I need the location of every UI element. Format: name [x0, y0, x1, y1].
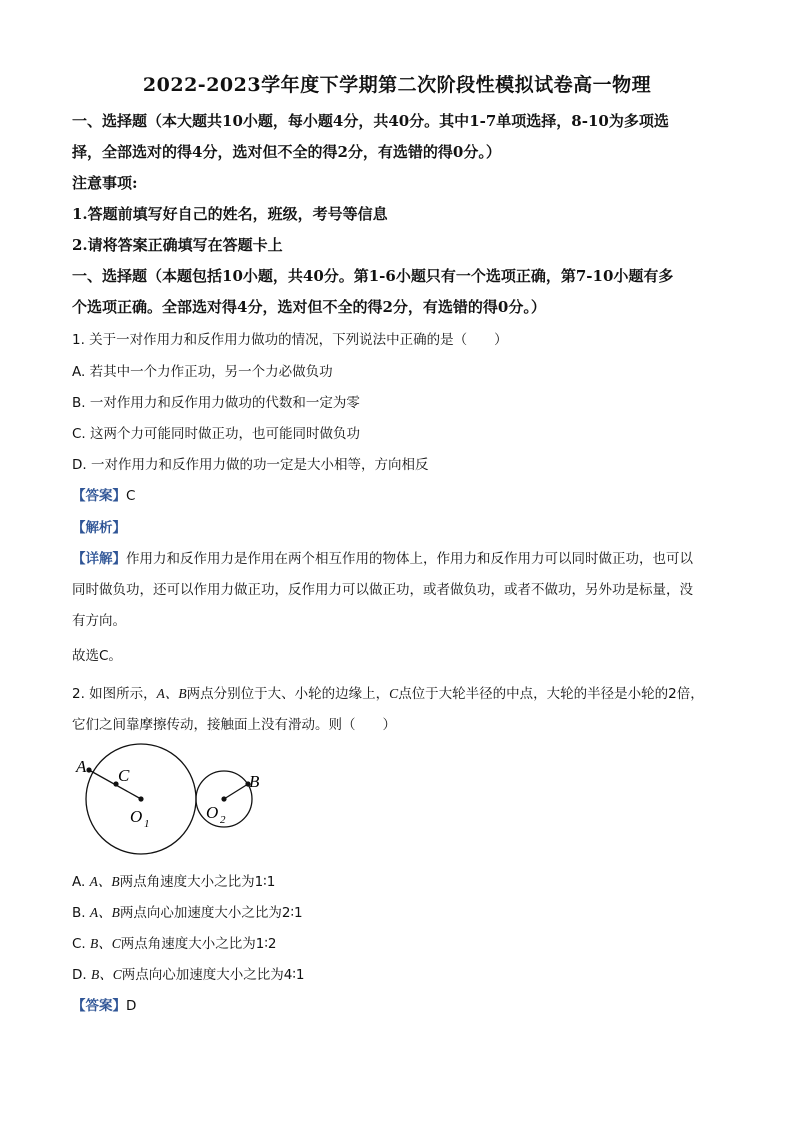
q1-detail-line1 — [72, 547, 732, 567]
answer-tag: 【答案】 — [72, 488, 126, 504]
point-o2-dot — [221, 796, 226, 801]
q2-option-d: D. B、C两点向心加速度大小之比为4∶1 — [72, 967, 305, 983]
q1-detail-line2: 同时做负功，还可以作用力做正功，反作用力可以做正功，或者做负功，或者不做功，另外功是标量，没 — [72, 582, 693, 598]
answer-tag: 【答案】 — [72, 998, 126, 1014]
q1-analysis — [72, 516, 732, 536]
point-a-dot — [86, 767, 91, 772]
q2-answer-value: D — [126, 998, 137, 1014]
detail-tag: 【详解】 — [72, 551, 126, 567]
q1-answer-value: C — [126, 488, 136, 504]
point-o1-dot — [138, 796, 143, 801]
pulley-diagram — [70, 742, 290, 862]
q2-stem-mid: 两点分别位于大、小轮的边缘上， — [186, 686, 390, 702]
q2-stem-suffix: 点位于大轮半径的中点，大轮的半径是小轮的2倍， — [398, 686, 704, 702]
label-c: C — [118, 766, 130, 785]
q1-detail-line3: 有方向。 — [72, 613, 126, 629]
section1-line2: 择，全部选对的得4分，选对但不全的得2分，有选错的得0分。） — [72, 143, 501, 161]
q1-option-d: D. 一对作用力和反作用力做的功一定是大小相等，方向相反 — [72, 457, 429, 473]
q2-stem-line1 — [72, 682, 732, 702]
page-title: 2022-2023学年度下学期第二次阶段性模拟试卷高一物理 — [142, 74, 652, 96]
q2-answer — [72, 994, 732, 1014]
q1-option-a: A. 若其中一个力作正功，另一个力必做负功 — [72, 364, 333, 380]
section2-line1: 一、选择题（本题包括10小题，共40分。第1-6小题只有一个选项正确，第7-10小题有多 — [72, 267, 674, 285]
notice-item-1: 1.答题前填写好自己的姓名，班级，考号等信息 — [72, 205, 388, 223]
label-o2-subscript: 2 — [220, 814, 226, 826]
q2-option-b: B. A、B两点向心加速度大小之比为2∶1 — [72, 905, 303, 921]
q1-stem: 1. 关于一对作用力和反作用力做功的情况，下列说法中正确的是（ ） — [72, 332, 508, 348]
notice-item-2: 2.请将答案正确填写在答题卡上 — [72, 236, 283, 254]
q2-stem-points-ab: A、B — [156, 686, 187, 701]
q1-answer — [72, 484, 732, 504]
label-o2: O — [206, 803, 219, 822]
notice-header: 注意事项: — [72, 174, 138, 192]
small-wheel-radius — [224, 784, 248, 799]
q1-option-c: C. 这两个力可能同时做正功，也可能同时做负功 — [72, 426, 361, 442]
label-b: B — [249, 772, 260, 791]
q2-option-c: C. B、C两点角速度大小之比为1∶2 — [72, 936, 277, 952]
q1-option-b: B. 一对作用力和反作用力做功的代数和一定为零 — [72, 395, 360, 411]
q2-option-a: A. A、B两点角速度大小之比为1∶1 — [72, 874, 276, 890]
analysis-tag: 【解析】 — [72, 520, 126, 536]
section2-line2: 个选项正确。全部选对得4分，选对但不全的得2分，有选错的得0分。） — [72, 298, 546, 316]
section1-line1: 一、选择题（本大题共10小题，每小题4分，共40分。其中1-7单项选择，8-10为多项选 — [72, 112, 669, 130]
label-a: A — [76, 757, 87, 776]
q1-conclusion: 故选C。 — [72, 648, 122, 664]
label-o1-subscript: 1 — [144, 818, 150, 830]
q2-stem-line2: 它们之间靠摩擦传动，接触面上没有滑动。则（ ） — [72, 717, 396, 733]
q2-stem-prefix: 2. 如图所示， — [72, 686, 157, 702]
q1-detail-text1: 作用力和反作用力是作用在两个相互作用的物体上，作用力和反作用力可以同时做正功，也可以 — [126, 551, 693, 567]
label-o1: O — [130, 807, 143, 826]
q2-stem-point-c: C — [389, 686, 399, 701]
